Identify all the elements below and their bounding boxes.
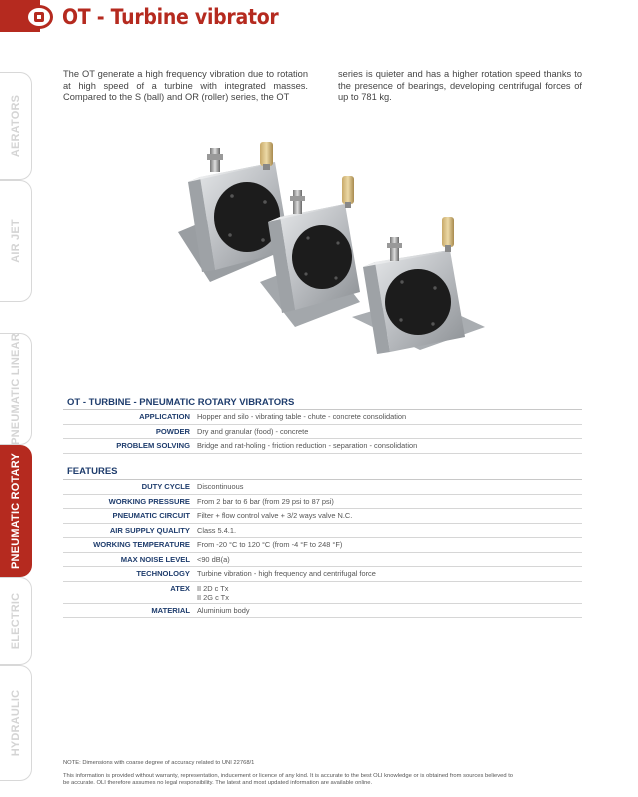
- table-row: APPLICATION Hopper and silo - vibrating table - chute - concrete consolidation: [63, 410, 582, 425]
- intro-text-left: The OT generate a high frequency vibration due to rotation at high speed of a turbine with integrated masses. Compared to the S (ball) and OR (roller) series, the OT: [63, 69, 308, 102]
- features-table: [63, 479, 582, 618]
- vibrator-unit-small: [352, 217, 485, 354]
- features-title: FEATURES: [67, 466, 118, 477]
- table-row: PROBLEM SOLVING Bridge and rat-holing - friction reduction - separation - consolidation: [63, 439, 582, 454]
- table-row: POWDER Dry and granular (food) - concrete: [63, 425, 582, 440]
- tab-aerators[interactable]: AERATORS: [0, 72, 32, 180]
- table-row: MAX NOISE LEVEL <90 dB(a): [63, 553, 582, 568]
- vibrator-unit-large: [178, 142, 290, 282]
- table-row: DUTY CYCLE Discontinuous: [63, 480, 582, 495]
- tab-electric[interactable]: ELECTRIC: [0, 577, 32, 665]
- disclaimer-line-1: This information is provided without warranty, representation, inducement or licence of any kind. It is accurate to the best OLI knowledge or is obtained from sources believed to: [63, 773, 514, 779]
- overview-title: OT - TURBINE - PNEUMATIC ROTARY VIBRATORS: [67, 397, 295, 408]
- table-row: WORKING TEMPERATURE From -20 °C to 120 °C (from -4 °F to 248 °F): [63, 538, 582, 553]
- product-photo-turbine-vibrators: [120, 132, 510, 372]
- intro-text-right: series is quieter and has a higher rotation speed thanks to the presence of bearings, developing centrifugal forces of up to 781 kg.: [338, 69, 582, 102]
- overview-table: [63, 409, 582, 454]
- page-title: OT - Turbine vibrator: [62, 5, 279, 29]
- table-row: PNEUMATIC CIRCUIT Filter + flow control valve + 3/2 ways valve N.C.: [63, 509, 582, 524]
- tab-pneumatic-linear[interactable]: PNEUMATIC LINEAR: [0, 333, 32, 445]
- atex-line: II 2D c Tx: [197, 583, 229, 593]
- oli-logo-icon: [25, 5, 53, 29]
- tab-pneumatic-rotary[interactable]: PNEUMATIC ROTARY: [0, 445, 32, 577]
- table-row: WORKING PRESSURE From 2 bar to 6 bar (from 29 psi to 87 psi): [63, 495, 582, 510]
- tab-hydraulic[interactable]: HYDRAULIC: [0, 665, 32, 781]
- table-row: TECHNOLOGY Turbine vibration - high frequency and centrifugal force: [63, 567, 582, 582]
- table-row: MATERIAL Aluminium body: [63, 604, 582, 619]
- atex-line: II 2G c Tx: [197, 592, 229, 602]
- tab-air-jet[interactable]: AIR JET: [0, 180, 32, 302]
- disclaimer-line-2: be accurate. OLI therefore assumes no legal responsibility. The latest and most updated information are available online.: [63, 780, 373, 786]
- table-row: ATEX II 2D c Tx II 2G c Tx: [63, 582, 582, 604]
- table-row: AIR SUPPLY QUALITY Class 5.4.1.: [63, 524, 582, 539]
- dimensions-note: NOTE: Dimensions with coarse degree of accuracy related to UNI 22768/1: [63, 760, 255, 766]
